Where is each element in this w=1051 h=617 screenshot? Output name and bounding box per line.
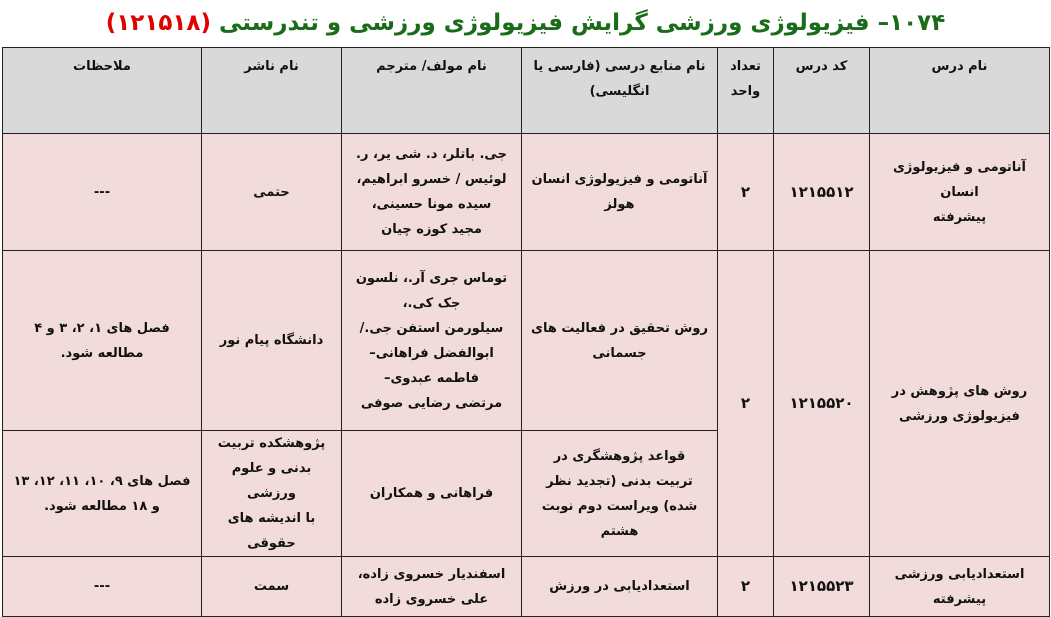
notes: --- <box>3 557 202 617</box>
publisher: دانشگاه پیام نور <box>202 251 342 431</box>
author: جی. باتلر، د. شی یر، ر. لوئیس / خسرو ابراهیم، سیده مونا حسینی، مجید کوزه چیان <box>342 134 522 251</box>
author: توماس جری آر.، نلسون جک کی.، سیلورمن استفن جی./ ابوالفضل فراهانی– فاطمه عبدوی– مرتضی رضایی صوفی <box>342 251 522 431</box>
header-publisher: نام ناشر <box>202 48 342 134</box>
publisher: حتمی <box>202 134 342 251</box>
course-name: استعدادیابی ورزشی پیشرفته <box>870 557 1050 617</box>
course-code: ۱۲۱۵۵۲۳ <box>774 557 870 617</box>
source: قواعد پژوهشگری در تربیت بدنی (تجدید نظر شده) ویراست دوم نوبت هشتم <box>522 431 718 557</box>
publisher: پژوهشکده تربیت بدنی و علوم ورزشی با اندیشه های حقوقی <box>202 431 342 557</box>
title-code: (۱۲۱۵۱۸) <box>105 10 211 36</box>
header-source: نام منابع درسی (فارسی یا انگلیسی) <box>522 48 718 134</box>
header-author: نام مولف/ مترجم <box>342 48 522 134</box>
table-row <box>3 134 1050 251</box>
source: استعدادیابی در ورزش <box>522 557 718 617</box>
header-notes: ملاحظات <box>3 48 202 134</box>
header-units: تعداد واحد <box>718 48 774 134</box>
source: روش تحقیق در فعالیت های جسمانی <box>522 251 718 431</box>
publisher: سمت <box>202 557 342 617</box>
notes: --- <box>3 134 202 251</box>
notes: فصل های ۹، ۱۰، ۱۱، ۱۲، ۱۳ و ۱۸ مطالعه شود. <box>3 431 202 557</box>
header-course-name: نام درس <box>870 48 1050 134</box>
title-text: ۱۰۷۴– فیزیولوژی ورزشی گرایش فیزیولوژی ورزشی و تندرستی <box>219 10 946 36</box>
source: آناتومی و فیزیولوژی انسان هولز <box>522 134 718 251</box>
course-name: آناتومی و فیزیولوژی انسان پیشرفته <box>870 134 1050 251</box>
units: ۲ <box>718 251 774 557</box>
author: فراهانی و همکاران <box>342 431 522 557</box>
header-row <box>3 48 1050 134</box>
table-row <box>3 251 1050 431</box>
course-code: ۱۲۱۵۵۲۰ <box>774 251 870 557</box>
course-name: روش های پژوهش در فیزیولوژی ورزشی <box>870 251 1050 557</box>
header-course-code: کد درس <box>774 48 870 134</box>
author: اسفندیار خسروی زاده، علی خسروی زاده <box>342 557 522 617</box>
units: ۲ <box>718 134 774 251</box>
notes: فصل های ۱، ۲، ۳ و ۴ مطالعه شود. <box>3 251 202 431</box>
table-row <box>3 557 1050 617</box>
page-title <box>0 0 1051 46</box>
course-code: ۱۲۱۵۵۱۲ <box>774 134 870 251</box>
course-table <box>2 47 1050 617</box>
units: ۲ <box>718 557 774 617</box>
